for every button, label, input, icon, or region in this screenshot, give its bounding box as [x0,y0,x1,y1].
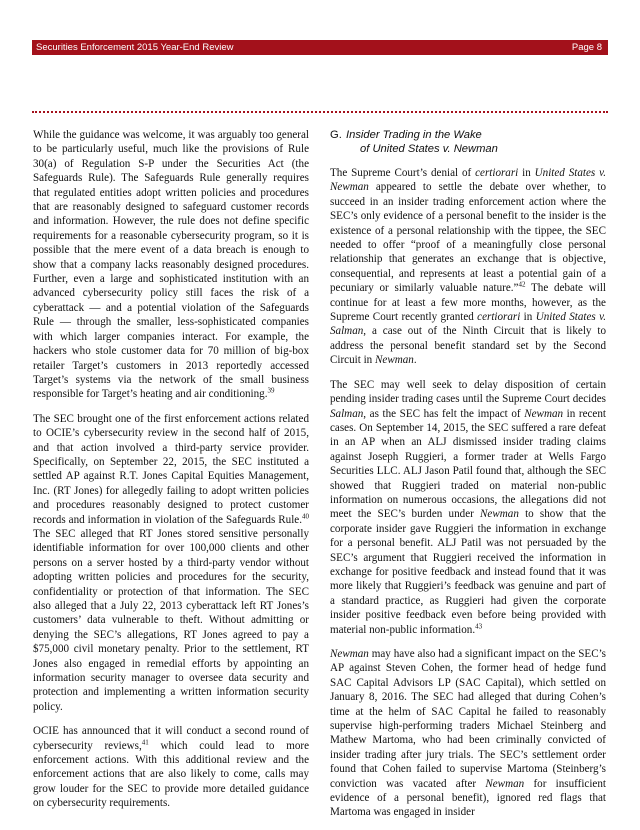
case-name: Newman [480,508,519,521]
footnote-ref: 41 [141,737,149,746]
paragraph-text: . [413,354,417,367]
paragraph-safeguards-rule [33,128,309,402]
section-title-line-1: Insider Trading in the Wake [346,129,482,141]
paragraph-text: to show that the corporate insider gave Ruggieri the information in exchange for a personal benefit. ALJ Patil was not persuaded by the SEC’s argument that Ruggieri received the information in exchange for positive feedback and instead found that it was more likely that Ruggieri’s feedback was genuine and part of a standard practice, as Ruggieri had given the corporate insider positive feedback even before being provided with material non-public information. [330,508,606,636]
footnote-ref: 40 [302,511,309,520]
paragraph-text: may have also had a significant impact on the SEC’s AP against Steven Cohen, the former head of hedge fund SAC Capital Advisors LP (SAC Capital), which settled on January 8, 2016. The SEC had alleged that during Cohen’s time at the helm of SAC Capital he failed to reasonably supervise high-performing traders Michael Steinberg and Mathew Martoma, who had been criminally convicted of insider trading after jury trials. The SEC’s settlement order found that Cohen failed to supervise Martoma (Steinberg’s conviction was vacated after [330,648,606,790]
case-name: United States v. Newman [330,167,606,194]
right-column [330,128,606,830]
paragraph-text: The SEC may well seek to delay disposition of certain pending insider trading cases until the Supreme Court decides [330,378,606,406]
case-name: Newman [524,407,564,420]
section-letter: G. [330,129,342,141]
case-name: United States v. Salman [330,311,606,338]
paragraph-text: The debate will continue for at least a few more months, however, as the Supreme Court recently granted [330,282,606,324]
paragraph-ocie-second-round [33,724,309,810]
italic-term: certiorari [475,167,519,179]
page-number: Page 8 [571,42,602,53]
paragraph-text: The Supreme Court’s denial of [330,167,476,179]
paragraph-rt-jones [33,412,309,715]
footnote-ref: 39 [267,386,275,395]
footnote-ref: 43 [475,621,483,630]
header-bar [32,40,608,55]
running-header-title: Securities Enforcement 2015 Year-End Review [36,42,234,53]
paragraph-text: which could lead to more enforcement actions. With this additional review and the enforcement actions that are also likely to come, calls may grow louder for the SEC to provide more detailed guidance on cybersecurity requirements. [33,739,309,810]
footnote-ref: 42 [518,280,526,289]
paragraph-text: in recent cases. On September 14, 2015, the SEC suffered a rare defeat in an AP when an ALJ dismissed insider trading claims against Joseph Ruggieri, a former trader at Wells Fargo Securities LLC. ALJ Jason Patil found that, although the SEC showed that Ruggieri traded on material non-public information on numerous occasions, the allegations did not meet the SEC’s burden under [330,407,606,521]
case-name: Newman [375,354,414,367]
paragraph-text: , as the SEC has felt the impact of [363,407,525,420]
paragraph-text: , a case out of the Ninth Circuit that is likely to address the personal benefit standard set by the Second Circuit in [330,325,606,367]
italic-term: certiorari [477,311,521,324]
left-column [33,128,309,821]
section-title-line-2: of United States v. Newman [360,143,498,155]
paragraph-cohen [330,647,606,820]
paragraph-text: in [520,311,536,324]
case-name: Newman [330,648,369,660]
paragraph-text: The SEC brought one of the first enforcement actions related to OCIE’s cybersecurity review in the second half of 2015, and that action involved a third-party service provider. Specifically, on September 22, 2015, the SEC instituted a settled AP against R.T. Jones Capital Equities Management, Inc. (RT Jones) for allegedly failing to adopt written policies and procedures reasonably designed to protect customer records and information in violation of the Safeguards Rule. [33,412,309,526]
paragraph-text: for insufficient evidence of a personal benefit), ignored red flags that Martoma was engaged in insider [330,777,606,819]
paragraph-newman-certiorari [330,166,606,368]
paragraph-ruggieri [330,378,606,637]
section-heading [330,128,606,156]
paragraph-text: The SEC alleged that RT Jones stored sensitive personally identifiable information for over 100,000 clients and other persons on a server hosted by a third-party vendor without adopting written policies and procedures for the security, confidentiality or protection of that information. The SEC also alleged that a July 22, 2013 cyberattack left RT Jones’s customers’ data vulnerable to theft. Without admitting or denying the SEC’s allegations, RT Jones agreed to pay a $75,000 civil monetary penalty. Prior to the settlement, RT Jones also engaged in remedial efforts by appointing an information security manager to oversee data security and protection and implementing a written information security policy. [33,527,309,713]
paragraph-text: While the guidance was welcome, it was arguably too general to be particularly useful, much like the provisions of Rule 30(a) of Regulation S-P under the Securities Act (the Safeguards Rule). The Safeguards Rule generally requires that regulated entities adopt written policies and procedures that are reasonably designed to safeguard customer records and information. However, the rule does not define specific requirements for a reasonable cybersecurity program, so it is possible that the mere event of a data breach is enough to show that a company lacks reasonably designed procedures. Further, even a large and sophisticated institution with an advanced cybersecurity policy still faces the risk of a cyberattack — and a potential violation of the Safeguards Rule — through the smaller, less-sophisticated companies with which larger companies interact. For example, the hackers who stole customer data for 70 million of big-box retailer Target’s customers in 2013 reportedly accessed Target’s systems via the network of the small business responsible for Target’s heating and air conditioning. [33,129,309,401]
case-name: Salman [330,407,364,420]
paragraph-text: appeared to settle the debate over whether, to succeed in an insider trading enforcement action where the SEC’s only evidence of a personal benefit to the insider is the existence of a personal relationship with the tippee, the SEC needed to offer “proof of a meaningfully close personal relationship that generates an exchange that is objective, consequential, and represents at least a potential gain of a pecuniary or similarly valuable nature.” [330,181,606,295]
case-name: Newman [485,777,525,790]
paragraph-text: in [518,167,535,179]
dotted-divider [32,111,608,113]
paragraph-text: OCIE has announced that it will conduct a second round of cybersecurity reviews, [33,725,309,752]
